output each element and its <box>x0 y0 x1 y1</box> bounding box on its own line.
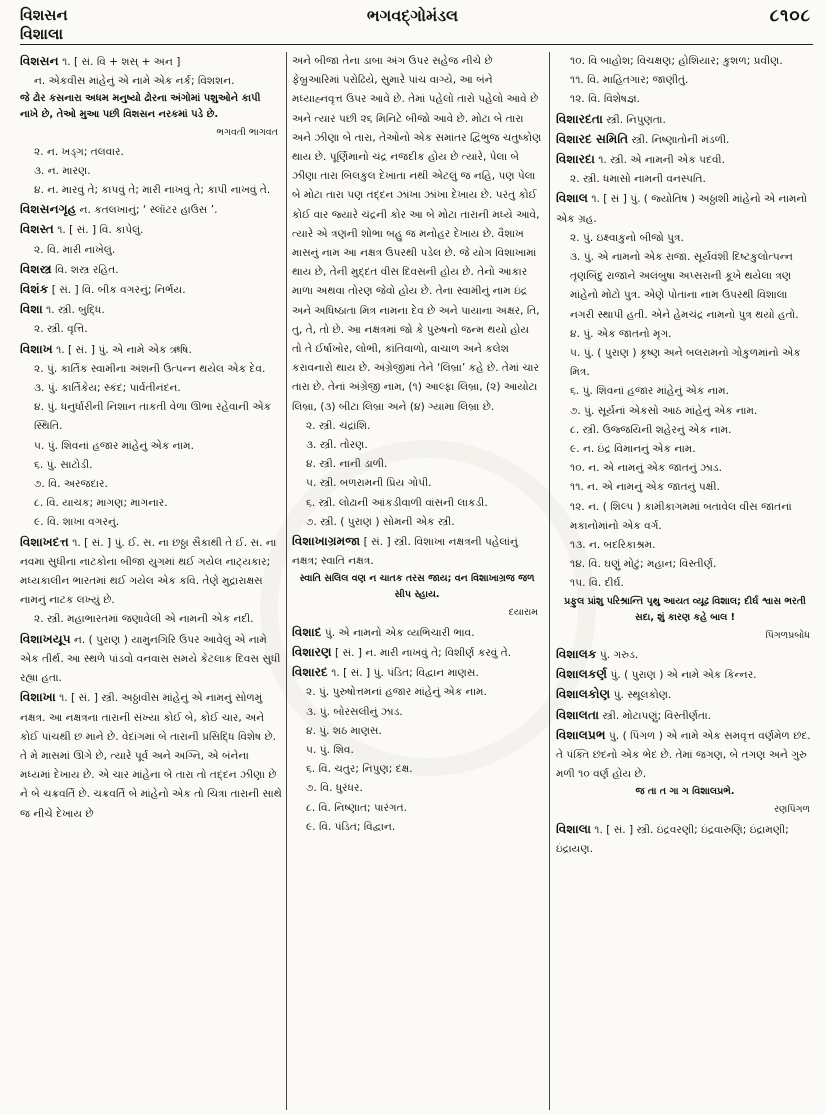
headword: વિશસન <box>20 54 59 68</box>
headword: વિશા <box>20 302 43 317</box>
entry-sense <box>292 52 542 417</box>
headword: વિશાલક <box>556 646 597 661</box>
entry-sense <box>20 475 282 494</box>
headword: વિશારદ સમિતિ <box>556 131 629 146</box>
quote-source <box>20 123 282 142</box>
headword: વિશાલા <box>556 821 591 836</box>
headword: વિશાખાગ્રમજા <box>292 534 361 549</box>
definition-text: ૧. [ સં. ] સ્ત્રી. ઇંદ્રવરણી; ઇંદ્રવારુણિ; ઇંદ્રામણી; ઇંદ્રાયણ. <box>556 823 789 855</box>
definition-text: ૧. [ સં. ] સ્ત્રી. અઠ્ઠાવીસ માંહેનું એ નામનું સોળમું નક્ષત્ર. આ નક્ષત્રના તારાની સંખ્યા કોઈ બે, કોઈ ચાર, અને કોઈ પાંચથી છ માને છે. વેદાંગમાં બે તારાની પ્રસિદ્ધિ વિશેષ છે. તે મે માસમાં ઊગે છે, ત્યારે પૂર્વ અને અગ્નિ, એ બંનેના મધ્યમાં દેખાય છે. એ ચાર માંહેના બે તારા તો તદ્દન ઝીણા છે ને બે ચક્રવર્તિ છે. ચક્રવર્તિ બે માંહેનો એક તો ચિત્રા તારાની સાથે જ નીચે દેખાય છે <box>20 692 282 820</box>
entry-sense <box>556 536 814 555</box>
entry-headword-block <box>20 630 282 689</box>
definition-text: ૭. પું. સૂર્યનાં એકસો આઠ માંહેનું એક નામ. <box>570 404 758 417</box>
definition-text: ૪. પું. એક જાતનો મૃગ. <box>570 327 672 340</box>
definition-text: ૬. સ્ત્રી. લોઢાની આંકડીવાળી વાંસની લાકડી. <box>306 496 488 509</box>
definition-text: ૭. સ્ત્રી. ( પુરાણ ) સોમની એક સ્ત્રી. <box>306 515 455 528</box>
entry-headword-block <box>556 726 814 785</box>
headword: વિશારદ <box>292 665 328 680</box>
headword: વિશાખદત્ત <box>20 534 69 549</box>
entry-sense <box>20 494 282 513</box>
definition-text: ૯. વિ. પંડિત; વિદ્વાન. <box>306 820 396 833</box>
entry-sense <box>556 555 814 574</box>
entry-sense <box>20 241 282 260</box>
entry-sense <box>292 703 542 722</box>
entry-headword-block <box>556 685 814 705</box>
entry-sense <box>20 143 282 162</box>
entry-sense <box>292 513 542 532</box>
headword: વિશસ્ત <box>20 222 54 237</box>
definition-text: સ્ત્રી. નિપુણતા. <box>602 113 666 126</box>
definition-text: ૩. પું. એ નામનો એક રાજા. સૂર્યવંશી દિષ્ટકુલોત્પન્ન તૃણબિંદુ રાજાને અલંબુષા અપ્સરાની કૂખે થયેલા ત્રણ માંહેનો મોટો પુત્ર. એણે પોતાના નામ ઉપરથી વિશાલા નગરી સ્થાપી હતી. એને હેમચંદ્ર નામનો પુત્ર થયો હતો. <box>570 251 799 321</box>
entry-sense <box>556 498 814 536</box>
entry-sense <box>292 779 542 798</box>
entry-headword-block <box>556 150 814 170</box>
guide-word-first: વિશસન <box>20 6 68 24</box>
column-left <box>20 52 282 1110</box>
entry-headword-block <box>20 340 282 360</box>
entry-headword-block <box>556 665 814 685</box>
definition-text: ૩. સ્ત્રી. તોરણ. <box>306 439 368 452</box>
entry-sense <box>292 799 542 818</box>
entry-sense <box>556 344 814 382</box>
entry-sense <box>20 181 282 200</box>
definition-text: ૧. [ સં. ] પું. એ નામે એક ઋષિ. <box>52 343 192 356</box>
entry-headword-block <box>20 52 282 72</box>
definition-text: ૪. સ્ત્રી. નાની ડાળી. <box>306 458 388 471</box>
definition-text: ૧. [ સં. ] વિ. કાપેલું. <box>53 224 144 237</box>
definition-text: ૧૨. ન. ( શિલ્પ ) કામીકાગમમાં બતાવેલ વીસ જાતનાં મકાનોમાંનો એક વર્ગ. <box>570 500 792 532</box>
entry-headword-block <box>556 189 814 228</box>
definition-text: ૩. પું. બોરસલીનું ઝાડ. <box>306 705 403 718</box>
definition-text: ૪. પું. શઠ માણસ. <box>306 724 382 737</box>
definition-text: સ્ત્રી. મોટાપણું; વિસ્તીર્ણતા. <box>599 709 712 722</box>
definition-text: ૬. વિ. ચતુર; નિપુણ; દક્ષ. <box>306 763 413 776</box>
definition-text: ૯. ન. ઇંદ્ર વિમાનનું એક નામ. <box>570 443 696 456</box>
dictionary-body <box>0 52 825 1110</box>
entry-sense <box>20 456 282 475</box>
definition-text: ૨. સ્ત્રી. ધમાસો નામની વનસ્પતિ. <box>570 173 706 186</box>
entry-headword-block <box>20 688 282 823</box>
entry-headword-block <box>556 645 814 665</box>
entry-headword-block <box>292 623 542 643</box>
entry-sense <box>556 170 814 189</box>
definition-text: ૮. વિ. યાચક; માગણ; માગનાર. <box>34 497 168 510</box>
headword: વિશાલકર્ણ <box>556 667 608 682</box>
definition-text: ૧. [ સં ] પું. ( જ્યોતિષ ) અઠ્ઠાશી માંહેનો એ નામનો એક ગ્રહ. <box>556 193 808 225</box>
definition-text: ૧૪. વિ. ઘણું મોટું; મહાન; વિસ્તીર્ણ. <box>570 558 717 571</box>
entry-headword-block <box>20 200 282 220</box>
entry-sense <box>20 72 282 91</box>
definition-text: જે ઢોર કસનારા અધમ મનુષ્યો ઢોરના અંગોમાં પશુઓને કાપી નાખે છે, તેઓ મુઆ પછી વિશસન નરકમાં પડે છે. <box>20 93 261 121</box>
definition-text: ૨. ન. ખડ્ગ; તલવાર. <box>34 145 124 158</box>
entry-sense <box>292 683 542 702</box>
entry-headword-block <box>556 820 814 859</box>
entry-sense <box>556 402 814 421</box>
entry-headword-block <box>20 280 282 300</box>
definition-text: ૧૩. ન. બદરિકાશ્રમ. <box>570 539 656 552</box>
page-header <box>0 4 825 44</box>
definition-text: ૧. [ સં. ] પું. ઈ. સ. ના છઠ્ઠા સૈકાથી તે ઈ. સ. ના નવમા સુધીના નાટકોના બીજા યુગમાં થઈ ગયેલ નાટ્યકાર; મધ્યકાલીન ભારતમાં થઈ ગયેલ એક કવિ. તેણે મુદ્રારાક્ષસ નામનું નાટક લખ્યું છે. <box>20 536 277 607</box>
quotation <box>20 91 282 123</box>
definition-text: ૭. વિ. અરજદાર. <box>34 478 108 491</box>
definition-text: ૧. સ્ત્રી. એ નામની એક પદવી. <box>594 154 725 167</box>
definition-text: ૫. સ્ત્રી. બળરામની પ્રિય ગોપી. <box>306 477 432 490</box>
entry-headword-block <box>20 533 282 611</box>
entry-sense <box>556 71 814 90</box>
headword: વિશાલ <box>556 191 588 206</box>
definition-text: ૧. [ સં. વિ + શસ્ + અન ] <box>58 56 181 68</box>
definition-text: ૮. સ્ત્રી. ઉજ્જયિની શહેરનું એક નામ. <box>570 423 732 436</box>
definition-text: [ સં. ] વિ. બીક વગરનું; નિર્ભય. <box>48 284 186 297</box>
headword: વિશારદા <box>556 152 595 167</box>
definition-text: ૧૨. વિ. વિશેષજ્ઞ. <box>570 93 641 106</box>
entry-sense <box>20 398 282 436</box>
definition-text: જ તા ત ગા ગ વિશાલપ્રભે. <box>635 786 735 798</box>
headword: વિશસનગૃહ <box>20 202 77 217</box>
definition-text: ૫. પું. શિવનાં હજાર માંહેનું એક નામ. <box>34 439 195 452</box>
definition-text: રણપિંગળ <box>774 804 810 816</box>
headword: વિશાલકોણ <box>556 687 611 702</box>
quote-source <box>292 603 542 622</box>
definition-text: ૧૦. ન. એ નામનું એક જાતનું ઝાડ. <box>570 462 722 475</box>
definition-text: ૭. વિ. ધુરંધર. <box>306 782 363 795</box>
definition-text: ૨. સ્ત્રી. વૃત્તિ. <box>34 323 88 336</box>
definition-text: ૬. પું. સાટોડી. <box>34 458 93 471</box>
definition-text: પું. સ્થૂલકોણ. <box>610 689 672 702</box>
definition-text: ૨. સ્ત્રી. ચંદ્રાંશિ. <box>306 419 371 432</box>
headword: વિશારદતા <box>556 111 603 126</box>
entry-sense <box>292 436 542 455</box>
headword: વિશંક <box>20 282 49 297</box>
entry-sense <box>556 229 814 248</box>
definition-text: ૧. [ સં. ] પું. પંડિત; વિદ્વાન માણસ. <box>327 667 479 680</box>
entry-headword-block <box>556 110 814 130</box>
definition-text: ૧૦. વિ બાહોશ; વિચક્ષણ; હોશિયાર; કુશળ; પ્રવીણ. <box>570 55 783 67</box>
entry-sense <box>20 162 282 181</box>
definition-text: પું. ( પિંગળ ) એ નામે એક સમવૃત્ત વર્ણમેળ છંદ. તે પંક્તિ છંદનો એક ભેદ છે. તેમાં જગણ, બે તગણ અને ગુરુ મળી ૧૦ વર્ણ હોય છે. <box>556 729 811 781</box>
entry-headword-block <box>292 643 542 663</box>
entry-sense <box>292 474 542 493</box>
entry-sense <box>292 741 542 760</box>
headword: વિશાલતા <box>556 707 600 722</box>
dictionary-title: ભગવદ્ગોમંડલ <box>366 6 459 25</box>
entry-sense <box>556 574 814 593</box>
definition-text: વિ. શસ્ત્ર રહિત. <box>51 263 119 276</box>
definition-text: ૪. ન. મારવું તે; કાપવું તે; મારી નાખવું તે; કાપી નાખવું તે. <box>34 184 271 197</box>
definition-text: ૨. પું. ઇક્ષ્વાકુનો બીજો પુત્ર. <box>570 231 684 244</box>
entry-sense <box>556 440 814 459</box>
headword: વિશારણ <box>292 644 332 659</box>
entry-sense <box>556 459 814 478</box>
definition-text: સ્વાતિ સલિલ વણ ન ચાતક તરસ જાય; વન વિશાખાગ્રજ જળ સીપ સ્હાય. <box>299 573 535 601</box>
entry-sense <box>20 513 282 532</box>
definition-text: ૫. પું. શિવ. <box>306 743 354 756</box>
definition-text: ૨. પું. કાર્તિક સ્વામીના અંશની ઉત્પન્ન થયેલ એક દેવ. <box>34 362 266 375</box>
column-right <box>556 52 814 1110</box>
definition-text: ૯. વિ. શાખા વગરનું. <box>34 516 120 529</box>
entry-sense <box>556 90 814 109</box>
guide-word-last: વિશાલા <box>20 25 63 43</box>
entry-sense <box>20 320 282 339</box>
definition-text: પ્રફુલ પ્રાંશુ પરિશ્રાન્તિ પૃથુ આયત વ્યૂઢ વિશાલ; દીર્ઘ શ્વાસ ભરતી સદા, શું કારણ કહે બાલ ! <box>564 595 806 623</box>
entry-headword-block <box>292 663 542 683</box>
definition-text: ૨. સ્ત્રી. મહાભારતમાં જણાવેલી એ નામની એક નદી. <box>34 613 254 626</box>
headword: વિશાલપ્રભ <box>556 727 606 742</box>
entry-sense <box>20 437 282 456</box>
headword: વિશાખા <box>20 690 56 705</box>
entry-sense <box>292 494 542 513</box>
definition-text: ૧૫. વિ. દીર્ઘ. <box>570 577 624 590</box>
column-middle <box>292 52 542 1110</box>
headword: વિશાદ <box>292 624 322 639</box>
definition-text: પું. ગરુડ. <box>596 648 639 661</box>
page-number: ૮૧૦૮ <box>769 6 811 26</box>
header-rule <box>20 44 813 45</box>
quotation <box>556 594 814 626</box>
entry-headword-block <box>556 706 814 726</box>
definition-text: પું. ( પુરાણ ) એ નામે એક કિન્નર. <box>607 669 757 682</box>
headword: વિશસ્ત્ર <box>20 261 52 276</box>
definition-text: [ સં. ] સ્ત્રી. વિશાખા નક્ષત્રની પહેલાંનું નક્ષત્ર; સ્વાતિ નક્ષત્ર. <box>292 536 518 568</box>
definition-text: ૬. પું. શિવનાં હજાર માંહેનું એક નામ. <box>570 385 729 398</box>
definition-text: પિંગળપ્રબોધ <box>765 629 810 641</box>
definition-text: ૧. સ્ત્રી. બુદ્ધિ. <box>42 304 105 317</box>
entry-sense <box>20 610 282 629</box>
headword: વિશાખ <box>20 341 53 356</box>
definition-text: ૪. પું. ધનુર્ધારીની નિશાન તાકતી વેળા ઊભા રહેવાની એક સ્થિતિ. <box>34 401 272 433</box>
definition-text: દયારામ <box>508 607 538 619</box>
definition-text: ૮. વિ. નિષ્ણાત; પારંગત. <box>306 801 408 814</box>
entry-sense <box>556 421 814 440</box>
entry-sense <box>292 760 542 779</box>
entry-headword-block <box>20 300 282 320</box>
entry-sense <box>292 722 542 741</box>
entry-sense <box>556 325 814 344</box>
entry-sense <box>20 379 282 398</box>
entry-sense <box>556 52 814 71</box>
entry-headword-block <box>556 130 814 150</box>
definition-text: ૨. વિ. મારી નાખેલું. <box>34 243 116 256</box>
definition-text: પું. એ નામનો એક વ્યભિચારી ભાવ. <box>321 626 475 639</box>
entry-headword-block <box>20 220 282 240</box>
definition-text: ન. એકવીસ માંહેનું એ નામે એક નર્ક; વિશશન. <box>34 75 235 88</box>
entry-sense <box>292 455 542 474</box>
entry-sense <box>292 818 542 837</box>
entry-sense <box>556 382 814 401</box>
definition-text: ૨. પું. પુરુષોત્તમનાં હજાર માંહેનું એક નામ. <box>306 686 487 699</box>
definition-text: ૧૧. ન. એ નામનું એક જાતનું પક્ષી. <box>570 481 720 494</box>
definition-text: ૩. પું. કાર્તિકેય; સ્કંદ; પાર્વતીનંદન. <box>34 382 181 395</box>
definition-text: ભગવતી ભાગવત <box>216 127 278 139</box>
quote-source <box>556 626 814 645</box>
entry-sense <box>292 417 542 436</box>
definition-text: ન. કતલખાનું; ‘ સ્લૉટર હાઉસ ’. <box>76 204 218 217</box>
definition-text: ૩. ન. મારણ. <box>34 164 91 177</box>
entry-sense <box>556 248 814 325</box>
entry-headword-block <box>20 260 282 280</box>
definition-text: ૧૧. વિ. માહિતગાર; જાણીતું. <box>570 74 689 87</box>
definition-text: [ સં. ] ન. મારી નાખવું તે; વિશીર્ણ કરવું તે. <box>331 646 512 659</box>
entry-sense <box>556 478 814 497</box>
quotation <box>556 784 814 800</box>
entry-headword-block <box>292 532 542 571</box>
definition-text: અને બીજા તેના ડાબા અંગ ઉપર સહેજ નીચે છે ફેબ્રુઆરિમાં પરોઢિયે, સુમારે પાંચ વાગ્યે, આ બંને મધ્યાહ્નવૃત્ત ઉપર આવે છે. તેમાં પહેલો તારો પહેલો આવે છે અને ત્યાર પછી ૨૬ મિનિટે બીજો આવે છે. મોટા બે તારા અને ઝીણા બે તારા, તેઓનો એક સમાંતર દ્વિભુજ ચતુષ્કોણ થાય છે. પૂર્ણિમાનો ચંદ્ર નજદીક હોય છે ત્યારે, પેલા બે ઝીણા તારા બિલકુલ દેખાતા નથી એટલું જ નહિ, પણ પેલા બે મોટા તારા પણ તદ્દન ઝાંખા ઝાંખા દેખાય છે. પરંતુ કોઈ કોઈ વાર જ્યારે ચંદ્રની કોર આ બે મોટા તારાની મધ્યે આવે, ત્યારે એ ત્રણની શોભા બહુ જ મનોહર દેખાય છે. વૈશાખ માસનું નામ આ નક્ષત્ર ઉપરથી પડેલ છે. જે યોગ વિશાખામાં થાય છે, તેની મુદ્દત વીસ દિવસની હોય છે. તેનો આકાર માળા અથવા તોરણ જેવો હોય છે. તેના સ્વામીનું નામ ઇંદ્ર અને અધિષ્ઠાતા મિત્ર નામના દેવ છે અને પાયાના અક્ષર, તિ, તુ, તે, તો છે. આ નક્ષત્રમાં જો કે પુરુષનો જન્મ થયો હોય તો તે ઈર્ષાખોર, લોભી, કાંતિવાળો, વાચાળ અને કલેશ કરાવનારો થાય છે. અંગ્રેજીમાં તેને ‘લિબ્રા’ કહે છે. તેમાં ચાર તારા છે. તેનાં અંગ્રેજી નામ, (૧) આલ્ફા લિબ્રા, (૨) આયોટા લિબ્રા, (૩) બીટા લિબ્રા અને (૪) ગ્યામા લિબ્રા છે. <box>292 55 542 413</box>
headword: વિશાખયૂપ <box>20 631 71 646</box>
definition-text: ન. ( પુરાણ ) યામુનગિરિ ઉપર આવેલું એ નામે એક તીર્થ. આ સ્થળે પાંડવો વનવાસ સમયે કેટલાક દિવસ સુધી રહ્યા હતા. <box>20 633 281 685</box>
quotation <box>292 571 542 603</box>
definition-text: ૫. પું. ( પુરાણ ) કૃષ્ણ અને બલરામનો ગોકુળમાંનો એક મિત્ર. <box>570 347 801 379</box>
definition-text: સ્ત્રી. નિષ્ણાતોની મંડળી. <box>628 133 730 146</box>
quote-source <box>556 800 814 819</box>
entry-sense <box>20 360 282 379</box>
